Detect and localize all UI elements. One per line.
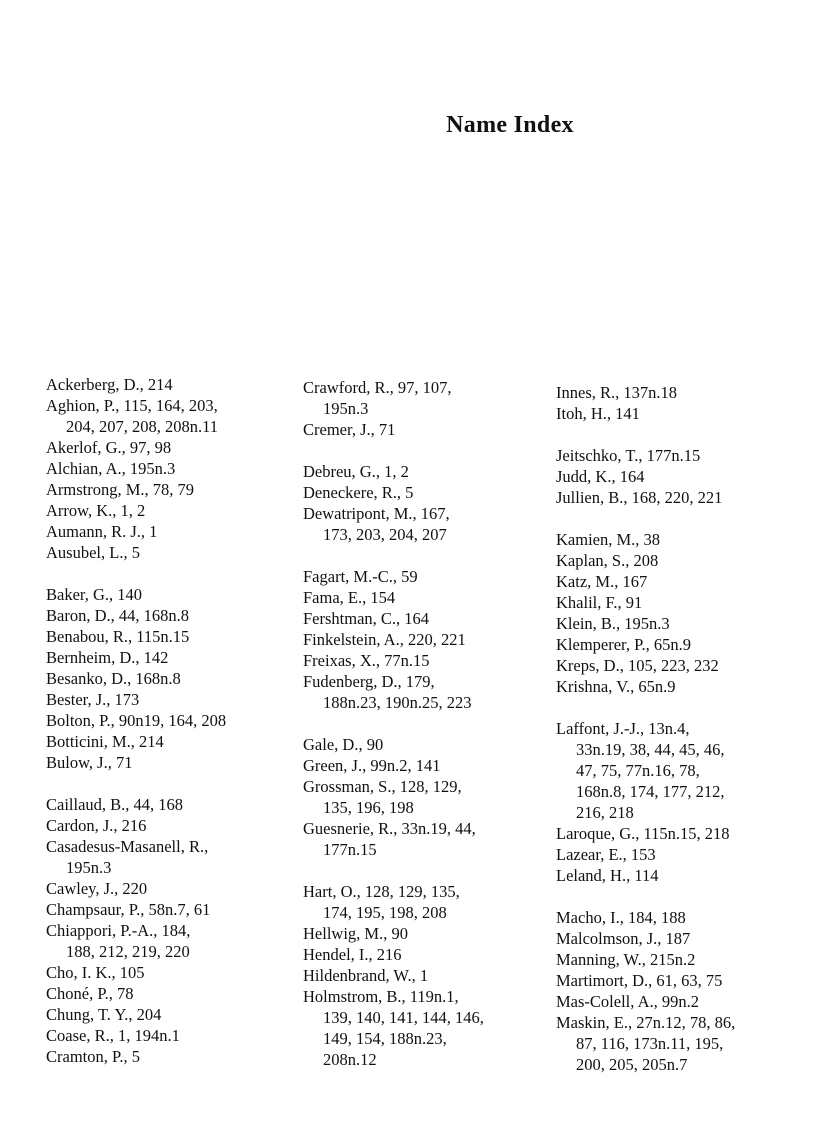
index-entry-continuation: 200, 205, 205n.7 bbox=[576, 1055, 688, 1074]
index-entry-name-line: Choné, P., 78 bbox=[46, 984, 134, 1003]
index-entry-continuation: 188n.23, 190n.25, 223 bbox=[323, 693, 472, 712]
index-entry-name-line: Leland, H., 114 bbox=[556, 866, 659, 885]
index-entry-name-line: Jeitschko, T., 177n.15 bbox=[556, 446, 701, 465]
index-entry-name-line: Fershtman, C., 164 bbox=[303, 609, 430, 628]
index-entry bbox=[556, 445, 816, 466]
index-entry bbox=[303, 461, 553, 482]
index-entry-name-line: Hildenbrand, W., 1 bbox=[303, 966, 429, 985]
letter-group-gap bbox=[46, 773, 296, 794]
index-entry bbox=[556, 907, 816, 928]
index-entry-name-line: Kreps, D., 105, 223, 232 bbox=[556, 656, 719, 675]
index-entry-name-line: Mas-Colell, A., 99n.2 bbox=[556, 992, 699, 1011]
index-entry-continuation: 149, 154, 188n.23, bbox=[323, 1029, 447, 1048]
index-entry bbox=[46, 458, 296, 479]
index-column-2 bbox=[303, 377, 553, 1070]
index-entry-continuation: 177n.15 bbox=[323, 840, 377, 859]
index-entry-name-line: Manning, W., 215n.2 bbox=[556, 950, 696, 969]
index-entry bbox=[46, 1025, 296, 1046]
letter-group-gap bbox=[556, 886, 816, 907]
index-entry-continuation: 168n.8, 174, 177, 212, bbox=[576, 782, 725, 801]
index-entry-name-line: Macho, I., 184, 188 bbox=[556, 908, 686, 927]
index-entry bbox=[303, 755, 553, 776]
index-entry bbox=[556, 466, 816, 487]
index-entry-name-line: Klein, B., 195n.3 bbox=[556, 614, 670, 633]
index-entry bbox=[303, 923, 553, 944]
index-entry-name-line: Botticini, M., 214 bbox=[46, 732, 164, 751]
index-entry bbox=[556, 823, 816, 844]
index-entry-name-line: Green, J., 99n.2, 141 bbox=[303, 756, 441, 775]
index-entry-name-line: Bulow, J., 71 bbox=[46, 753, 133, 772]
index-entry-name-line: Krishna, V., 65n.9 bbox=[556, 677, 676, 696]
index-entry-name-line: Cawley, J., 220 bbox=[46, 879, 148, 898]
index-entry-continuation: 195n.3 bbox=[66, 858, 112, 877]
index-entry-name-line: Laroque, G., 115n.15, 218 bbox=[556, 824, 730, 843]
index-entry-name-line: Armstrong, M., 78, 79 bbox=[46, 480, 195, 499]
index-entry-name-line: Chung, T. Y., 204 bbox=[46, 1005, 162, 1024]
index-entry bbox=[303, 671, 553, 713]
index-entry-continuation: 173, 203, 204, 207 bbox=[323, 525, 447, 544]
index-entry bbox=[46, 899, 296, 920]
index-entry-name-line: Fama, E., 154 bbox=[303, 588, 396, 607]
index-entry-continuation: 174, 195, 198, 208 bbox=[323, 903, 447, 922]
index-entry bbox=[303, 818, 553, 860]
index-entry-name-line: Coase, R., 1, 194n.1 bbox=[46, 1026, 180, 1045]
index-entry bbox=[556, 487, 816, 508]
index-entry bbox=[303, 419, 553, 440]
page-title: Name Index bbox=[446, 112, 574, 138]
index-entry bbox=[556, 676, 816, 697]
index-entry-name-line: Katz, M., 167 bbox=[556, 572, 648, 591]
index-entry-name-line: Cho, I. K., 105 bbox=[46, 963, 145, 982]
index-entry-name-line: Champsaur, P., 58n.7, 61 bbox=[46, 900, 211, 919]
index-entry bbox=[556, 970, 816, 991]
index-entry bbox=[46, 920, 296, 962]
index-entry bbox=[46, 668, 296, 689]
index-entry bbox=[556, 571, 816, 592]
letter-group-gap bbox=[303, 440, 553, 461]
index-entry bbox=[303, 986, 553, 1070]
index-entry-name-line: Freixas, X., 77n.15 bbox=[303, 651, 430, 670]
index-entry bbox=[46, 752, 296, 773]
index-entry-name-line: Malcolmson, J., 187 bbox=[556, 929, 691, 948]
index-entry-name-line: Martimort, D., 61, 63, 75 bbox=[556, 971, 723, 990]
index-entry-name-line: Caillaud, B., 44, 168 bbox=[46, 795, 184, 814]
index-entry bbox=[303, 377, 553, 419]
index-entry bbox=[556, 718, 816, 823]
index-entry bbox=[303, 944, 553, 965]
index-entry-name-line: Hart, O., 128, 129, 135, bbox=[303, 882, 460, 901]
index-entry bbox=[46, 689, 296, 710]
index-entry bbox=[303, 608, 553, 629]
index-column-1 bbox=[46, 374, 296, 1067]
index-entry bbox=[46, 479, 296, 500]
index-entry-name-line: Itoh, H., 141 bbox=[556, 404, 640, 423]
letter-group-gap bbox=[303, 545, 553, 566]
letter-group-gap bbox=[556, 508, 816, 529]
index-entry-name-line: Cramton, P., 5 bbox=[46, 1047, 140, 1066]
index-entry bbox=[46, 794, 296, 815]
index-entry-continuation: 195n.3 bbox=[323, 399, 369, 418]
index-entry-name-line: Bernheim, D., 142 bbox=[46, 648, 169, 667]
index-entry-name-line: Crawford, R., 97, 107, bbox=[303, 378, 452, 397]
index-entry bbox=[556, 928, 816, 949]
index-entry bbox=[46, 878, 296, 899]
index-entry-name-line: Holmstrom, B., 119n.1, bbox=[303, 987, 459, 1006]
index-entry bbox=[46, 710, 296, 731]
index-entry bbox=[303, 776, 553, 818]
index-entry bbox=[303, 629, 553, 650]
index-entry bbox=[556, 592, 816, 613]
index-entry-name-line: Baker, G., 140 bbox=[46, 585, 143, 604]
letter-group-gap bbox=[303, 713, 553, 734]
index-entry-name-line: Maskin, E., 27n.12, 78, 86, bbox=[556, 1013, 736, 1032]
index-entry-name-line: Fudenberg, D., 179, bbox=[303, 672, 435, 691]
index-entry bbox=[303, 503, 553, 545]
index-entry-name-line: Dewatripont, M., 167, bbox=[303, 504, 450, 523]
letter-group-gap bbox=[556, 424, 816, 445]
index-entry bbox=[556, 1012, 816, 1075]
index-entry-name-line: Debreu, G., 1, 2 bbox=[303, 462, 409, 481]
index-entry bbox=[556, 634, 816, 655]
index-entry bbox=[46, 584, 296, 605]
index-entry bbox=[46, 1004, 296, 1025]
index-entry bbox=[556, 529, 816, 550]
index-entry-name-line: Finkelstein, A., 220, 221 bbox=[303, 630, 466, 649]
index-entry bbox=[46, 542, 296, 563]
index-entry bbox=[303, 965, 553, 986]
index-entry bbox=[303, 587, 553, 608]
index-entry bbox=[46, 815, 296, 836]
index-entry bbox=[46, 647, 296, 668]
index-entry-name-line: Guesnerie, R., 33n.19, 44, bbox=[303, 819, 476, 838]
index-entry-name-line: Ackerberg, D., 214 bbox=[46, 375, 173, 394]
index-entry-name-line: Gale, D., 90 bbox=[303, 735, 384, 754]
index-entry bbox=[556, 865, 816, 886]
index-entry-name-line: Aghion, P., 115, 164, 203, bbox=[46, 396, 218, 415]
index-entry bbox=[46, 521, 296, 542]
letter-group-gap bbox=[303, 860, 553, 881]
index-entry-name-line: Innes, R., 137n.18 bbox=[556, 383, 677, 402]
index-entry bbox=[46, 731, 296, 752]
index-entry-name-line: Arrow, K., 1, 2 bbox=[46, 501, 146, 520]
index-entry-name-line: Akerlof, G., 97, 98 bbox=[46, 438, 172, 457]
index-entry-continuation: 188, 212, 219, 220 bbox=[66, 942, 190, 961]
index-entry bbox=[303, 881, 553, 923]
index-entry bbox=[46, 626, 296, 647]
index-entry bbox=[46, 1046, 296, 1067]
index-entry bbox=[46, 500, 296, 521]
index-entry bbox=[46, 437, 296, 458]
index-entry bbox=[556, 655, 816, 676]
index-entry-name-line: Chiappori, P.-A., 184, bbox=[46, 921, 191, 940]
index-entry-name-line: Casadesus-Masanell, R., bbox=[46, 837, 209, 856]
index-entry bbox=[303, 566, 553, 587]
index-entry-name-line: Bester, J., 173 bbox=[46, 690, 140, 709]
index-entry bbox=[303, 650, 553, 671]
index-entry bbox=[556, 613, 816, 634]
index-entry-name-line: Lazear, E., 153 bbox=[556, 845, 656, 864]
index-entry-name-line: Klemperer, P., 65n.9 bbox=[556, 635, 691, 654]
index-entry-name-line: Deneckere, R., 5 bbox=[303, 483, 414, 502]
index-entry-name-line: Grossman, S., 128, 129, bbox=[303, 777, 462, 796]
index-entry-name-line: Fagart, M.-C., 59 bbox=[303, 567, 418, 586]
index-entry-name-line: Ausubel, L., 5 bbox=[46, 543, 140, 562]
index-entry-continuation: 139, 140, 141, 144, 146, bbox=[323, 1008, 484, 1027]
index-entry bbox=[556, 382, 816, 403]
index-entry-name-line: Cremer, J., 71 bbox=[303, 420, 396, 439]
index-entry-name-line: Laffont, J.-J., 13n.4, bbox=[556, 719, 690, 738]
index-entry bbox=[46, 836, 296, 878]
letter-group-gap bbox=[46, 563, 296, 584]
index-entry bbox=[46, 395, 296, 437]
index-entry bbox=[556, 991, 816, 1012]
index-entry bbox=[556, 403, 816, 424]
index-entry bbox=[46, 962, 296, 983]
index-entry-name-line: Jullien, B., 168, 220, 221 bbox=[556, 488, 723, 507]
index-entry-name-line: Hendel, I., 216 bbox=[303, 945, 402, 964]
index-entry-name-line: Judd, K., 164 bbox=[556, 467, 645, 486]
index-entry-name-line: Besanko, D., 168n.8 bbox=[46, 669, 181, 688]
index-column-3 bbox=[556, 382, 816, 1075]
index-entry-name-line: Aumann, R. J., 1 bbox=[46, 522, 158, 541]
index-entry-name-line: Baron, D., 44, 168n.8 bbox=[46, 606, 189, 625]
index-entry-name-line: Alchian, A., 195n.3 bbox=[46, 459, 176, 478]
index-entry bbox=[556, 949, 816, 970]
index-entry bbox=[556, 844, 816, 865]
index-entry-continuation: 33n.19, 38, 44, 45, 46, bbox=[576, 740, 725, 759]
index-entry bbox=[303, 734, 553, 755]
index-entry bbox=[556, 550, 816, 571]
index-entry-continuation: 208n.12 bbox=[323, 1050, 377, 1069]
index-entry-name-line: Kamien, M., 38 bbox=[556, 530, 661, 549]
index-entry bbox=[46, 983, 296, 1004]
index-entry-continuation: 87, 116, 173n.11, 195, bbox=[576, 1034, 724, 1053]
index-entry-name-line: Benabou, R., 115n.15 bbox=[46, 627, 190, 646]
index-entry bbox=[46, 374, 296, 395]
index-entry bbox=[46, 605, 296, 626]
index-entry-continuation: 135, 196, 198 bbox=[323, 798, 414, 817]
index-entry-name-line: Khalil, F., 91 bbox=[556, 593, 643, 612]
index-entry-continuation: 216, 218 bbox=[576, 803, 634, 822]
index-entry bbox=[303, 482, 553, 503]
index-entry-continuation: 204, 207, 208, 208n.11 bbox=[66, 417, 219, 436]
index-entry-continuation: 47, 75, 77n.16, 78, bbox=[576, 761, 700, 780]
index-entry-name-line: Bolton, P., 90n19, 164, 208 bbox=[46, 711, 227, 730]
letter-group-gap bbox=[556, 697, 816, 718]
index-entry-name-line: Cardon, J., 216 bbox=[46, 816, 147, 835]
index-entry-name-line: Kaplan, S., 208 bbox=[556, 551, 659, 570]
index-entry-name-line: Hellwig, M., 90 bbox=[303, 924, 408, 943]
